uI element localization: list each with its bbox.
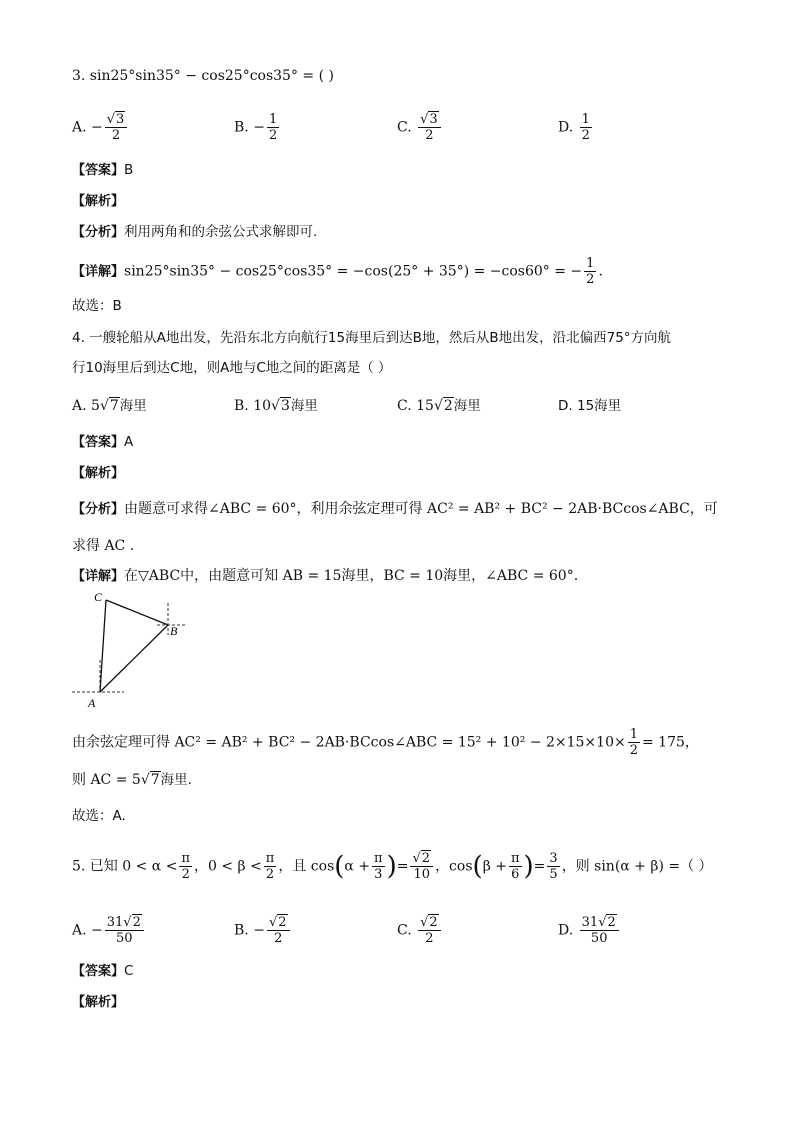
cosine-expression: 由余弦定理可得 AC² = AB² + BC² − 2AB·BCcos∠ABC = 15² + 10² − 2×15×10× [72, 734, 626, 751]
stem-prefix: 5. 已知 0 < α < [72, 858, 178, 875]
cosine-result: = 175， [642, 734, 699, 751]
analysis-tag: 【解析】 [72, 995, 125, 1010]
q4-fenxi-line2: 求得 AC . [72, 538, 135, 554]
option-label: D. [558, 922, 574, 939]
equals: = [533, 858, 546, 875]
side-bc [106, 600, 168, 625]
fraction: $\frac{√2}{2}$ [267, 915, 290, 946]
q4-choice: 故选：A. [72, 808, 126, 824]
paren-open: ( [334, 851, 345, 882]
fraction [628, 727, 640, 758]
option-label: D. [558, 119, 574, 136]
minus-sign: − [91, 119, 103, 136]
sqrt: √3 [271, 398, 290, 414]
q3-stem: 3. sin25°sin35° − cos25°cos35° = ( ) [72, 68, 334, 84]
detail-tag: 【详解】 [72, 569, 125, 584]
coefficient: 5 [91, 398, 100, 414]
numerator: 1 [629, 727, 638, 742]
q4-option-a [72, 396, 147, 416]
fraction [267, 112, 279, 143]
coefficient: 10 [253, 398, 272, 414]
numerator: 1 [581, 112, 590, 127]
fraction: $\frac{31√2}{50}$ [105, 915, 144, 946]
side-ab [100, 625, 168, 692]
q3-detail [72, 256, 603, 287]
q4-detail [72, 566, 578, 587]
denominator: 2 [111, 128, 121, 143]
detail-expression: sin25°sin35° − cos25°cos35° = −cos(25° + 35°) = −cos60° = − [124, 263, 583, 280]
stem-end: ，则 sin(α + β) =（ ） [561, 858, 713, 875]
q3-fenxi [72, 222, 317, 243]
analysis-tag: 【解析】 [72, 194, 125, 209]
unit: 海里 [290, 398, 318, 414]
radicand: 3 [116, 112, 125, 127]
q5-stem [72, 851, 713, 882]
fraction [584, 256, 596, 287]
q3-analysis [72, 191, 124, 212]
q4-option-d: D. 15海里 [558, 398, 622, 414]
stem-part: ，cos [435, 858, 473, 875]
detail-text: 在▽ABC中，由题意可知 AB = 15海里，BC = 10海里，∠ABC = 60°. [124, 568, 579, 584]
fraction: $\frac{3}{5}$ [549, 851, 558, 882]
q3-option-b [234, 112, 281, 143]
option-label: C. [397, 922, 412, 939]
minus-sign: − [91, 922, 103, 939]
radicand: 3 [429, 112, 438, 127]
paren-close: ) [386, 851, 397, 882]
paren-close: ) [523, 851, 534, 882]
q4-option-b [234, 396, 318, 416]
q4-cosine-law [72, 727, 699, 758]
coefficient: 15 [416, 398, 434, 414]
analysis-tag: 【解析】 [72, 466, 125, 481]
answer-tag: 【答案】 [72, 435, 125, 450]
minus-sign: − [253, 922, 265, 939]
beta-plus: β + [482, 858, 507, 875]
result-unit: 海里. [160, 772, 192, 788]
option-label: B. [234, 119, 249, 136]
fraction [580, 112, 592, 143]
q4-result [72, 770, 192, 790]
fenxi-tag: 【分析】 [72, 502, 125, 517]
q4-answer [72, 432, 133, 453]
paren-open: ( [472, 851, 483, 882]
minus-sign: − [253, 119, 265, 136]
denominator: 2 [425, 128, 434, 143]
q3-option-c [397, 112, 443, 143]
denominator: 2 [629, 743, 638, 758]
q5-option-a [72, 915, 146, 946]
sqrt: √7 [140, 772, 160, 788]
q4-option-c [397, 396, 481, 416]
option-label: C. [397, 398, 412, 414]
answer-value: A [124, 434, 134, 450]
fraction: $\frac{√3}{2}$ [418, 112, 441, 143]
result-prefix: 则 AC = 5 [72, 772, 141, 788]
answer-tag: 【答案】 [72, 964, 125, 979]
sqrt: √7 [99, 398, 119, 414]
fraction: $\frac{\pi}{2}$ [265, 851, 275, 882]
q4-analysis [72, 463, 124, 484]
label-a: A [88, 696, 96, 710]
option-label: A. [72, 398, 87, 414]
fraction: $\frac{√3}{2}$ [105, 112, 128, 143]
fraction: $\frac{√2}{10}$ [410, 851, 433, 882]
denominator: 2 [581, 128, 590, 143]
denominator: 2 [586, 272, 595, 287]
option-label: C. [397, 119, 412, 136]
triangle-diagram [62, 585, 197, 710]
fraction: $\frac{√2}{2}$ [418, 915, 441, 946]
q5-option-b [234, 915, 292, 946]
q5-analysis [72, 992, 124, 1013]
label-c: C [94, 590, 103, 604]
q3-option-a [72, 112, 129, 143]
answer-value: B [124, 162, 134, 178]
q3-option-d [558, 112, 594, 143]
equals: = [396, 858, 409, 875]
stem-part: ，且 cos [278, 858, 335, 875]
q3-choice: 故选：B [72, 298, 122, 314]
q4-fenxi-line1 [72, 499, 718, 520]
q5-answer [72, 961, 133, 982]
q4-stem-line2: 行10海里后到达C地，则A地与C地之间的距离是（ ） [72, 360, 392, 376]
denominator: 2 [268, 128, 278, 143]
fraction: $\frac{\pi}{6}$ [510, 851, 520, 882]
period: . [598, 263, 603, 280]
option-label: B. [234, 922, 249, 939]
q4-stem-line1: 4. 一艘轮船从A地出发，先沿东北方向航行15海里后到达B地，然后从B地出发，沿北偏西75°方向航 [72, 330, 672, 346]
fenxi-text: 利用两角和的余弦公式求解即可. [124, 224, 318, 240]
option-label: B. [234, 398, 249, 414]
unit: 海里 [453, 398, 481, 414]
numerator: 1 [586, 256, 595, 271]
numerator: 1 [268, 112, 278, 127]
answer-tag: 【答案】 [72, 163, 125, 178]
fenxi-text: 由题意可求得∠ABC = 60°，利用余弦定理可得 AC² = AB² + BC² − 2AB·BCcos∠ABC，可 [124, 501, 718, 517]
label-b: B [170, 624, 178, 638]
fraction: $\frac{\pi}{2}$ [181, 851, 190, 882]
option-label: A. [72, 119, 87, 136]
fraction: $\frac{31√2}{50}$ [580, 915, 619, 946]
sqrt: √2 [433, 398, 453, 414]
fenxi-tag: 【分析】 [72, 225, 125, 240]
side-ca [100, 600, 106, 692]
stem-part: ，0 < β < [193, 858, 262, 875]
detail-tag: 【详解】 [72, 264, 125, 280]
q3-answer [72, 160, 133, 181]
option-label: A. [72, 922, 87, 939]
answer-value: C [124, 963, 134, 979]
q5-option-c [397, 915, 443, 946]
alpha-plus: α + [344, 858, 371, 875]
q5-option-d [558, 915, 621, 946]
unit: 海里 [119, 398, 147, 414]
fraction: $\frac{\pi}{3}$ [374, 851, 383, 882]
